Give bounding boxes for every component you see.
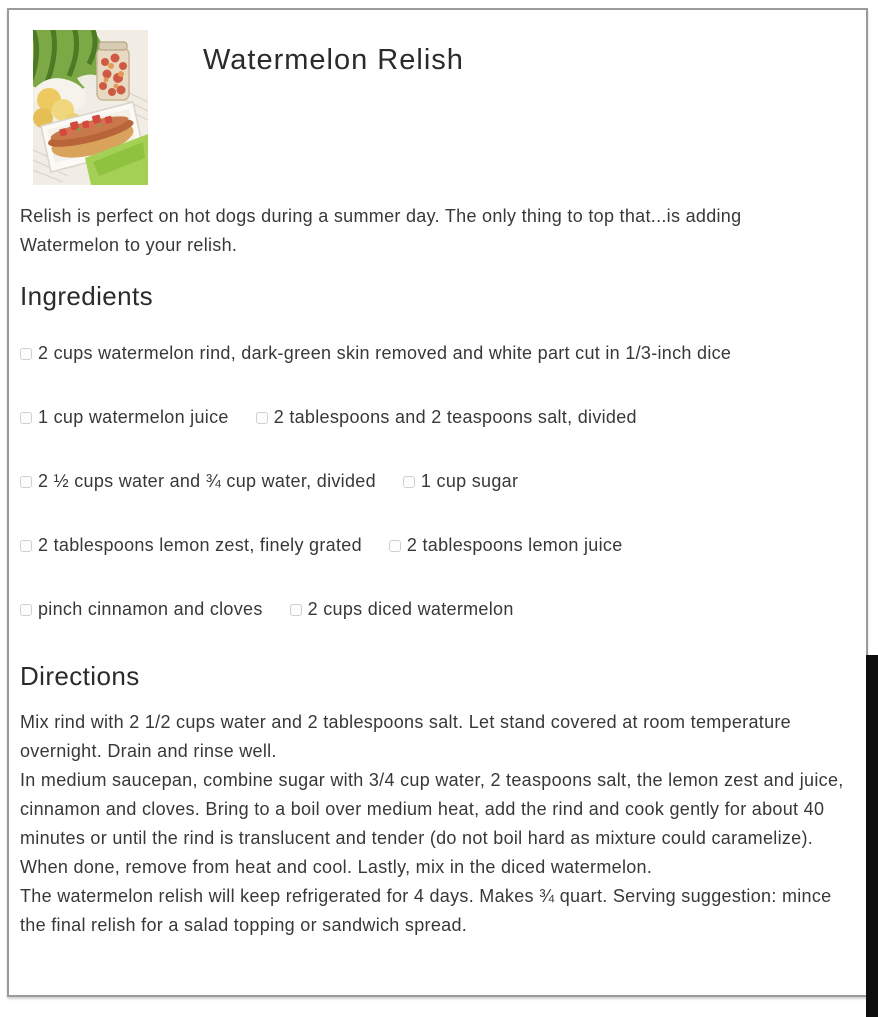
ingredient-label: pinch cinnamon and cloves [38, 599, 263, 619]
ingredient-label: 2 cups watermelon rind, dark-green skin removed and white part cut in 1/3-inch dice [38, 343, 732, 363]
ingredient-row [20, 403, 858, 432]
ingredients-checklist [20, 339, 858, 659]
ingredient-label: 2 ½ cups water and ¾ cup water, divided [38, 471, 376, 491]
ingredient-checkbox[interactable] [20, 348, 32, 360]
relish-jar-shape [97, 42, 129, 100]
ingredient-item[interactable] [256, 403, 637, 432]
recipe-description: Relish is perfect on hot dogs during a summer day. The only thing to top that...is adding Watermelon to your relish. [20, 206, 742, 255]
ingredient-row [20, 467, 858, 496]
ingredient-checkbox[interactable] [256, 412, 268, 424]
ingredient-checkbox[interactable] [20, 412, 32, 424]
ingredient-item[interactable] [20, 403, 229, 432]
page-title: Watermelon Relish [203, 44, 464, 76]
ingredient-item[interactable] [403, 467, 518, 496]
ingredient-label: 1 cup sugar [420, 471, 519, 491]
directions-text [20, 708, 860, 940]
recipe-photo [33, 30, 148, 185]
ingredient-label: 2 tablespoons lemon juice [406, 535, 623, 555]
scrollbar-thumb[interactable] [866, 655, 878, 1017]
ingredient-item[interactable] [20, 531, 362, 560]
ingredient-checkbox[interactable] [20, 476, 32, 488]
ingredient-item[interactable] [20, 595, 263, 624]
directions-paragraph: In medium saucepan, combine sugar with 3/4 cup water, 2 teaspoons salt, the lemon zest and juice, cinnamon and cloves. Bring to a boil over medium heat, add the rind and cook gently for about 40 minutes or until the rind is translucent and tender (do not boil hard as mixture could caramelize). When done, remove from heat and cool. Lastly, mix in the diced watermelon. [20, 770, 844, 877]
ingredient-item[interactable] [290, 595, 514, 624]
ingredient-item[interactable] [20, 467, 376, 496]
ingredient-label: 2 cups diced watermelon [307, 599, 514, 619]
ingredients-heading: Ingredients [20, 281, 154, 311]
ingredient-row [20, 339, 858, 368]
ingredient-checkbox[interactable] [20, 604, 32, 616]
ingredient-row [20, 531, 858, 560]
ingredient-item[interactable] [389, 531, 623, 560]
directions-paragraph: Mix rind with 2 1/2 cups water and 2 tablespoons salt. Let stand covered at room temperature overnight. Drain and rinse well. [20, 712, 791, 761]
ingredient-checkbox[interactable] [290, 604, 302, 616]
ingredient-row [20, 595, 858, 624]
ingredient-checkbox[interactable] [389, 540, 401, 552]
directions-paragraph: The watermelon relish will keep refrigerated for 4 days. Makes ¾ quart. Serving suggestion: mince the final relish for a salad topping or sandwich spread. [20, 886, 832, 935]
ingredient-label: 1 cup watermelon juice [38, 407, 229, 427]
ingredient-checkbox[interactable] [403, 476, 415, 488]
ingredient-item[interactable] [20, 339, 731, 368]
directions-heading: Directions [20, 661, 140, 691]
ingredient-label: 2 tablespoons and 2 teaspoons salt, divided [273, 407, 637, 427]
recipe-card [7, 8, 868, 997]
ingredient-checkbox[interactable] [20, 540, 32, 552]
ingredient-label: 2 tablespoons lemon zest, finely grated [38, 535, 362, 555]
